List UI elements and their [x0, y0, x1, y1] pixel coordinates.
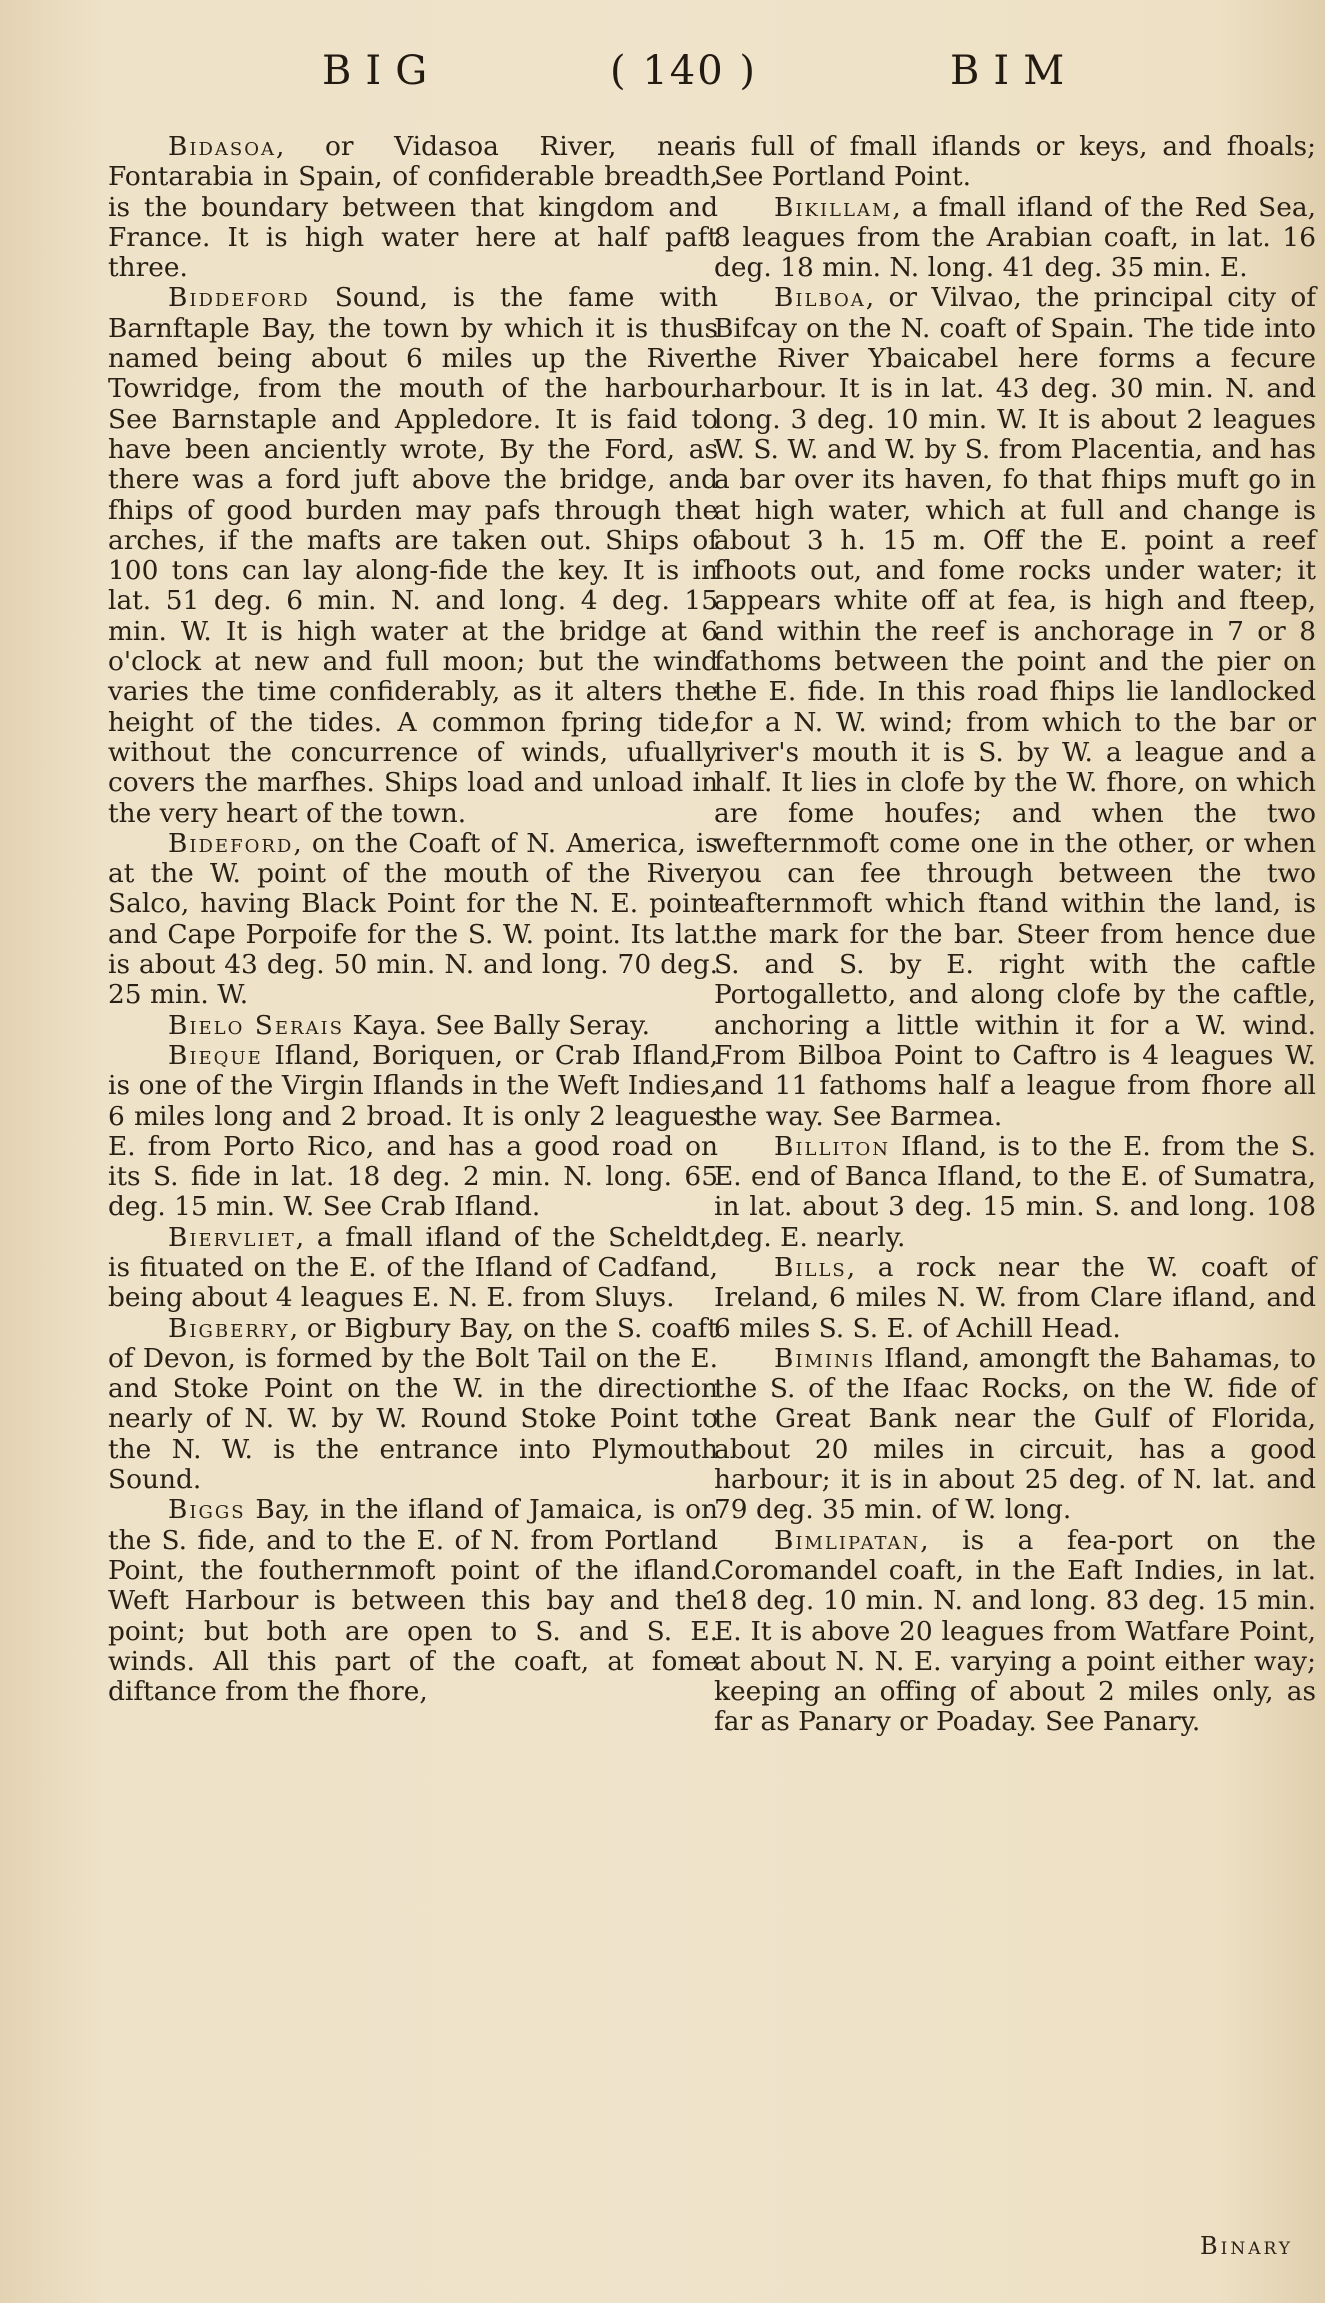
entry-text: Ifland, is to the E. from the S. E. end of Banca Ifland, to the E. of Sumatra, in lat. about 3 deg. 15 min. S. and long. 108 deg. E. nearly.: [714, 1130, 1316, 1253]
left-column: [108, 132, 718, 1707]
entry-text: Ifland, Boriquen, or Crab Ifland, is one of the Virgin Iflands in the Weft Indies, 6 miles long and 2 broad. It is only 2 leagues E. from Porto Rico, and has a good road on its S. fide in lat. 18 deg. 2 min. N. long. 65 deg. 15 min. W. See Crab Ifland.: [108, 1039, 718, 1223]
entry-text: , is a fea-port on the Coromandel coaft, in the Eaft Indies, in lat. 18 deg. 10 min. N. and long. 83 deg. 15 min. E. It is above 20 leagues from Watfare Point, at about N. N. E. varying a point either way; keeping an offing of about 2 miles only, as far as Panary or Poaday. See Panary.: [714, 1524, 1316, 1738]
right-column: [714, 132, 1316, 1738]
entry-biminis: [714, 1344, 1316, 1526]
entry-billiton: [714, 1132, 1316, 1253]
entry-biervliet: [108, 1223, 718, 1314]
entry-headword: Bieque: [168, 1039, 263, 1071]
entry-bimlipatan: [714, 1526, 1316, 1738]
entry-headword: Bidasoa: [168, 131, 277, 162]
entry-biggs: [108, 1495, 718, 1707]
entry-text: , or Vilvao, the principal city of Bifcay on the N. coaft of Spain. The tide into the River Ybaicabel here forms a fecure harbour. It is in lat. 43 deg. 30 min. N. and long. 3 deg. 10 min. W. It is about 2 leagues W. S. W. and W. by S. from Placentia, and has a bar over its haven, fo that fhips muft go in at high water, which at full and change is about 3 h. 15 m. Off the E. point a reef fhoots out, and fome rocks under water; it appears white off at fea, is high and fteep, and within the reef is anchorage in 7 or 8 fathoms between the point and the pier on the E. fide. In this road fhips lie landlocked for a N. W. wind; from which to the bar or river's mouth it is S. by W. a league and a half. It lies in clofe by the W. fhore, on which are fome houfes; and when the two wefternmoft come one in the other, or when you can fee through between the two eafternmoft which ftand within the land, is the mark for the bar. Steer from hence due S. and S. by E. right with the caftle Portogalletto, and along clofe by the caftle, anchoring a little within it for a W. wind. From Bilboa Point to Caftro is 4 leagues W. and 11 fathoms half a league from fhore all the way. See Barmea.: [714, 282, 1316, 1132]
entry-headword: Bimlipatan: [774, 1524, 921, 1556]
entry-text: , a rock near the W. coaft of Ireland, 6 miles N. W. from Clare ifland, and 6 miles S. S. E. of Achill Head.: [714, 1251, 1316, 1344]
entry-bidasoa: [108, 132, 718, 283]
entry-headword: Bills: [774, 1251, 847, 1283]
entry-bilboa: [714, 283, 1316, 1131]
entry-bideford: [108, 829, 718, 1011]
entry-text: is full of fmall iflands or keys, and fhoals; See Portland Point.: [714, 131, 1316, 193]
entry-bills: [714, 1253, 1316, 1344]
entry-bikillam: [714, 193, 1316, 284]
entry-text: Bay, in the ifland of Jamaica, is on the S. fide, and to the E. of N. from Portland Point, the fouthernmoft point of the ifland. Weft Harbour is between this bay and the point; but both are open to S. and S. E. winds. All this part of the coaft, at fome diftance from the fhore,: [108, 1494, 718, 1708]
entry-headword: Billiton: [774, 1130, 891, 1162]
entry-continuation: [714, 132, 1316, 193]
entry-headword: Bikillam: [774, 191, 893, 223]
entry-headword: Biggs: [168, 1494, 246, 1526]
page-number: ( 140 ): [610, 48, 757, 94]
entry-bielo-serais: [108, 1011, 718, 1041]
entry-bieque: [108, 1041, 718, 1223]
entry-text: Kaya. See Bally Seray.: [343, 1009, 651, 1041]
entry-text: , or Vidasoa River, near Fontarabia in Spain, of confiderable breadth, is the boundary between that kingdom and France. It is high water here at half paft three.: [108, 131, 718, 284]
entry-headword: Biminis: [774, 1342, 876, 1374]
entry-headword: Biervliet: [168, 1221, 296, 1253]
entry-headword: Bigberry: [168, 1312, 290, 1344]
entry-headword: Bielo Serais: [168, 1009, 344, 1041]
entry-text: Sound, is the fame with Barnftaple Bay, the town by which it is thus named being about 6 miles up the River Towridge, from the mouth of the harbour. See Barnstaple and Appledore. It is faid to have been anciently wrote, By the Ford, as there was a ford juft above the bridge, and fhips of good burden may pafs through the arches, if the mafts are taken out. Ships of 100 tons can lay along-fide the key. It is in lat. 51 deg. 6 min. N. and long. 4 deg. 15 min. W. It is high water at the bridge at 6 o'clock at new and full moon; but the wind varies the time confiderably, as it alters the height of the tides. A common fpring tide, without the concurrence of winds, ufually covers the marfhes. Ships load and unload in the very heart of the town.: [108, 282, 718, 829]
entry-bigberry: [108, 1314, 718, 1496]
catchword: Binary: [1200, 2232, 1294, 2260]
header-left-word: BIG: [322, 48, 442, 94]
entry-headword: Biddeford: [168, 282, 310, 314]
entry-text: , a fmall ifland of the Red Sea, 8 leagues from the Arabian coaft, in lat. 16 deg. 18 min. N. long. 41 deg. 35 min. E.: [714, 191, 1316, 284]
entry-text: , or Bigbury Bay, on the S. coaft of Devon, is formed by the Bolt Tail on the E. and Stoke Point on the W. in the direction nearly of N. W. by W. Round Stoke Point to the N. W. is the entrance into Plymouth Sound.: [108, 1312, 718, 1496]
running-header: [0, 48, 1325, 108]
entry-headword: Bideford: [168, 827, 294, 859]
entry-headword: Bilboa: [774, 282, 866, 314]
entry-text: Ifland, amongft the Bahamas, to the S. of the Ifaac Rocks, on the W. fide of the Great Bank near the Gulf of Florida, about 20 miles in circuit, has a good harbour; it is in about 25 deg. of N. lat. and 79 deg. 35 min. of W. long.: [714, 1342, 1316, 1526]
entry-text: , on the Coaft of N. America, is at the W. point of the mouth of the River Salco, having Black Point for the N. E. point and Cape Porpoife for the S. W. point. Its lat. is about 43 deg. 50 min. N. and long. 70 deg. 25 min. W.: [108, 827, 718, 1011]
entry-text: , a fmall ifland of the Scheldt, is fituated on the E. of the Ifland of Cadfand, being about 4 leagues E. N. E. from Sluys.: [108, 1221, 718, 1314]
entry-biddeford: [108, 283, 718, 828]
header-right-word: BIM: [950, 48, 1079, 94]
